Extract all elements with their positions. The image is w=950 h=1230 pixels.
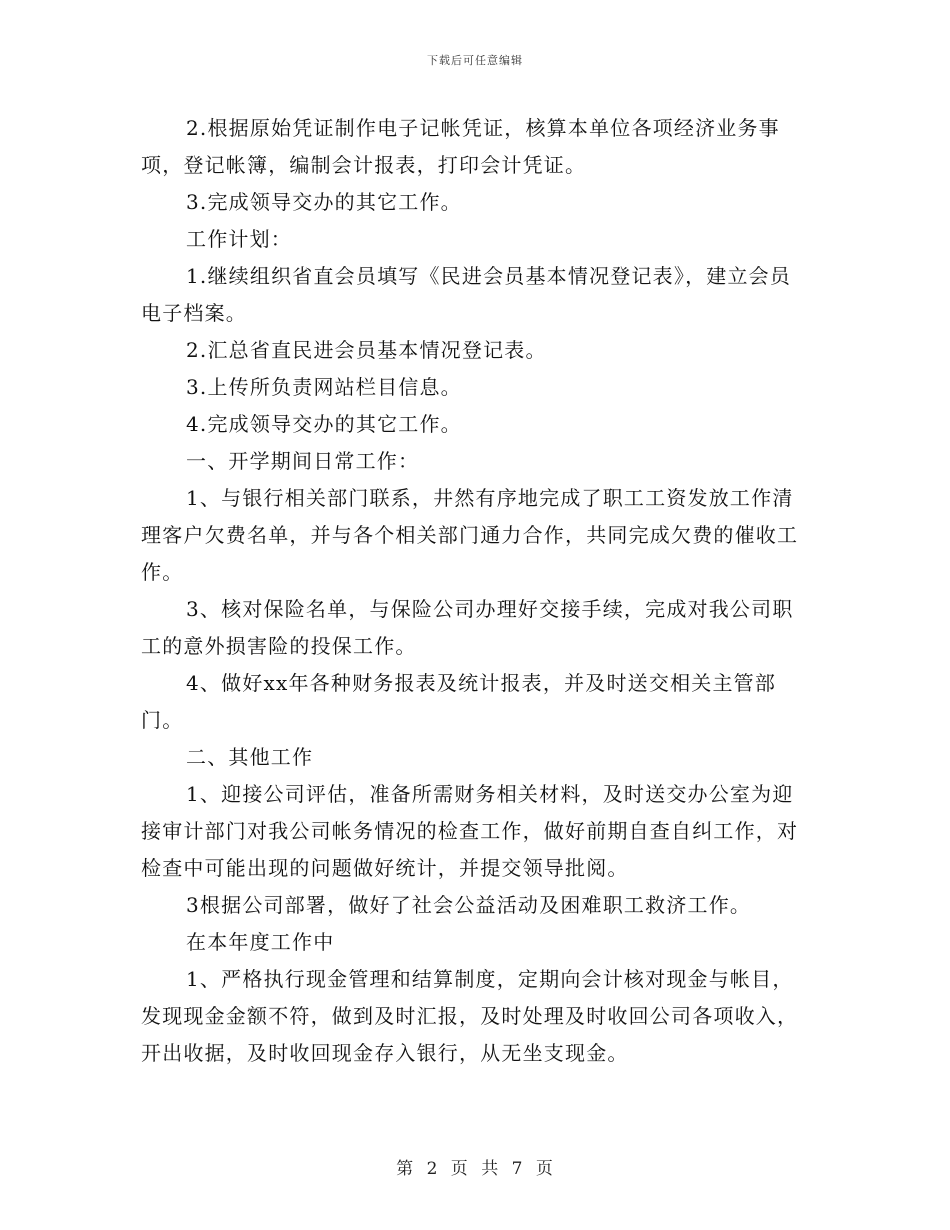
- paragraph: 1.继续组织省直会员填写《民进会员基本情况登记表》，建立会员电子档案。: [141, 264, 792, 325]
- paragraph: 2.根据原始凭证制作电子记帐凭证，核算本单位各项经济业务事项，登记帐簿，编制会计报表，打印会计凭证。: [141, 116, 780, 177]
- paragraph: 在本年度工作中: [186, 930, 335, 954]
- paragraph: 1、迎接公司评估，准备所需财务相关材料，及时送交办公室为迎接审计部门对我公司帐务情况的检查工作，做好前期自查自纠工作，对检查中可能出现的问题做好统计，并提交领导批阅。: [141, 782, 799, 880]
- paragraph: 1、严格执行现金管理和结算制度，定期向会计核对现金与帐目，发现现金金额不符，做到及时汇报，及时处理及时收回公司各项收入，开出收据，及时收回现金存入银行，从无坐支现金。: [141, 967, 799, 1065]
- page-header-note: 下载后可任意编辑: [427, 54, 523, 67]
- paragraph: 3.上传所负责网站栏目信息。: [186, 375, 462, 399]
- paragraph: 3、核对保险名单，与保险公司办理好交接手续，完成对我公司职工的意外损害险的投保工作。: [141, 597, 794, 658]
- paragraph: 3.完成领导交办的其它工作。: [186, 190, 462, 214]
- paragraph: 2.汇总省直民进会员基本情况登记表。: [186, 338, 547, 362]
- section-heading: 二、其他工作: [186, 745, 314, 769]
- section-heading: 一、开学期间日常工作：: [186, 449, 420, 473]
- page-number: 第 2 页 共 7 页: [396, 1159, 554, 1179]
- paragraph: 1、与银行相关部门联系，井然有序地完成了职工工资发放工作清理客户欠费名单，并与各个相关部门通力合作，共同完成欠费的催收工作。: [141, 486, 799, 584]
- paragraph: 3根据公司部署，做好了社会公益活动及困难职工救济工作。: [186, 893, 752, 917]
- paragraph: 4、做好xx年各种财务报表及统计报表，并及时送交相关主管部门。: [141, 671, 777, 732]
- document-body: [141, 110, 811, 1072]
- paragraph: 工作计划：: [186, 227, 292, 251]
- paragraph: 4.完成领导交办的其它工作。: [186, 412, 462, 436]
